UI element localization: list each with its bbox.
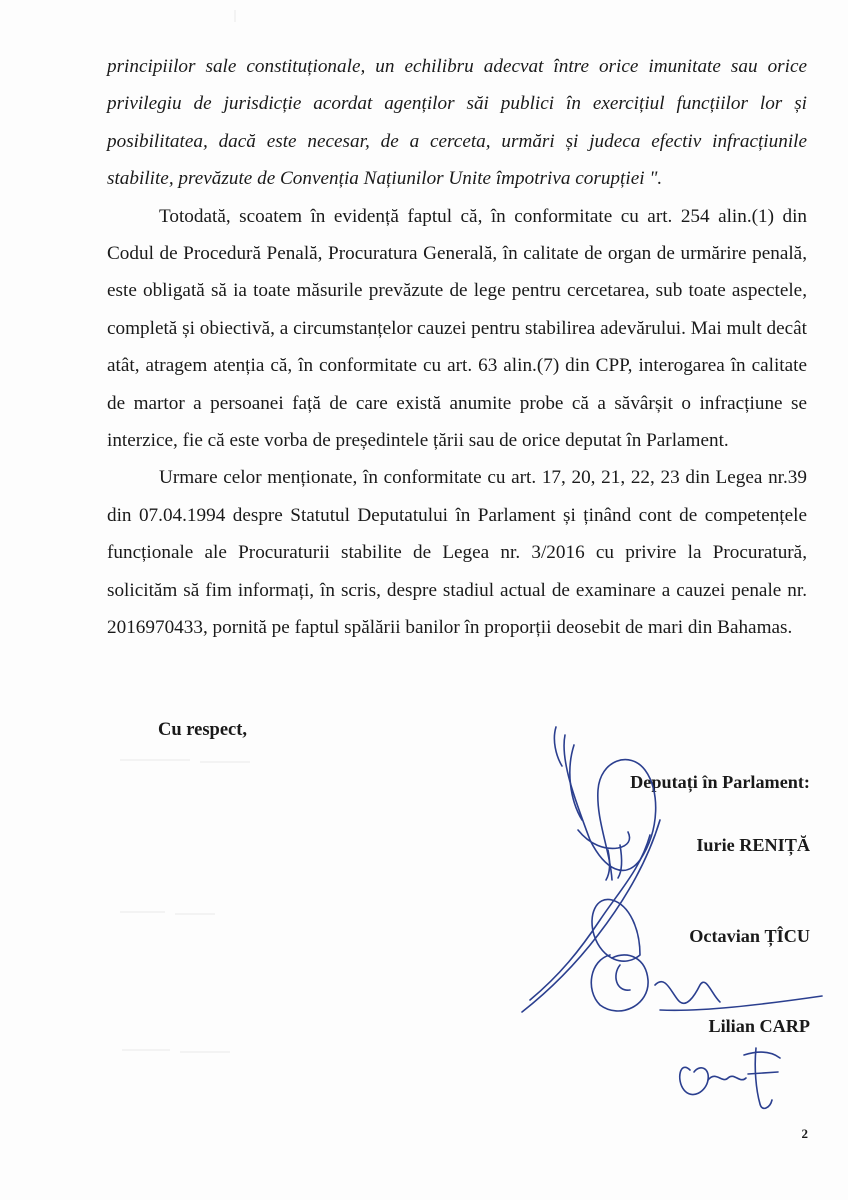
- paragraph-procedure: Totodată, scoatem în evidență faptul că, în conformitate cu art. 254 alin.(1) din Codul de Procedură Penală, Procuratura Generală, în calitate de organ de urmărire penală, este obligată să ia toate măsurile prevăzute de lege pentru cercetarea, sub toate aspectele, completă și obiectivă, a circumstanțelor cauzei pentru stabilirea adevărului. Mai mult decât atât, atragem atenția că, în conformitate cu art. 63 alin.(7) din CPP, interogarea în calitate de martor a persoanei față de care există anumite probe că a săvârșit o infracțiune se interzice, fie că este vorba de președintele țării sau de orice deputat în Parlament.: [107, 205, 807, 452]
- signatory-name: Octavian ȚÎCU: [689, 926, 810, 946]
- letter-body: [107, 48, 807, 647]
- quote-paragraph: principiilor sale constituționale, un echilibru adecvat între orice imunitate sau orice privilegiu de jurisdicție acordat agenților săi publici în exercițiul funcțiilor lor și posibilitatea, dacă este necesar, de a cerceta, urmări și judeca efectiv infracțiunile stabilite, prevăzute de Convenția Națiunilor Unite împotriva corupției ".: [107, 56, 807, 190]
- page-number: 2: [801, 1126, 808, 1141]
- signatory-name: Iurie RENIȚĂ: [696, 835, 810, 855]
- signatory-name: Lilian CARP: [708, 1016, 810, 1036]
- signatories-title: Deputați în Parlament:: [630, 772, 810, 792]
- paragraph-request: Urmare celor menționate, în conformitate cu art. 17, 20, 21, 22, 23 din Legea nr.39 din 07.04.1994 despre Statutul Deputatului în Parlament și ținând cont de competențele funcționale ale Procuraturii stabilite de Legea nr. 3/2016 cu privire la Procuratură, solicităm să fim informați, în scris, despre stadiul actual de examinare a cauzei penale nr. 2016970433, pornită pe faptul spălării banilor în proporții deosebit de mari din Bahamas.: [107, 467, 807, 639]
- closing-salutation: Cu respect,: [158, 720, 248, 740]
